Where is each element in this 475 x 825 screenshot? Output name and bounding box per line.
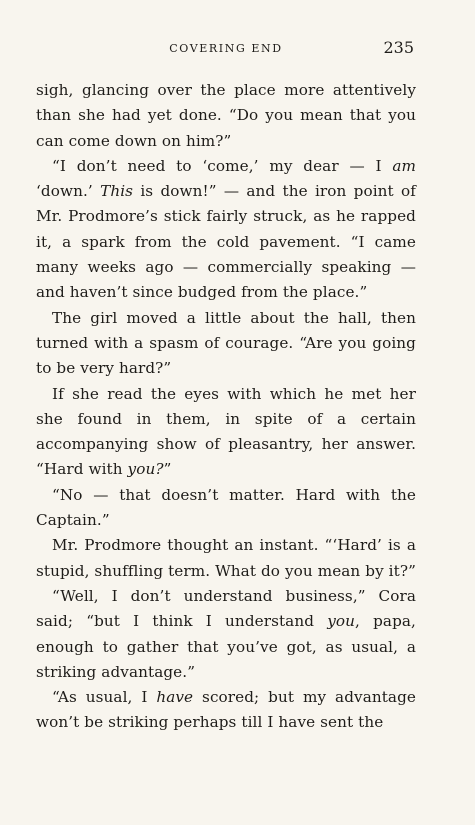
paragraph (36, 78, 416, 154)
italic-text: This (100, 182, 134, 201)
text-segment: ‘down.’ (36, 182, 101, 201)
paragraph (36, 685, 416, 736)
text-segment: Mr. Prodmore thought an instant. “‘Hard’ is a stupid, shuffling term. What do you mean by it?” (36, 536, 416, 580)
text-segment: sigh, glancing over the place more attentively than she had yet done. “Do you mean that you can come down on him?” (36, 81, 416, 150)
italic-text: have (156, 688, 194, 707)
paragraph (36, 306, 416, 382)
text-segment: “I don’t need to ‘come,’ my dear — I (52, 156, 393, 175)
italic-text: you? (127, 460, 164, 479)
paragraph (36, 533, 416, 584)
text-segment: scored; but my advantage won’t be striking perhaps till I have sent the (36, 688, 416, 732)
text-segment: If she read the eyes with which he met her she found in them, in spite of a certain accompanying show of pleasantry, her answer. “Hard with (36, 384, 416, 479)
book-page (36, 38, 416, 736)
paragraph (36, 382, 416, 483)
page-header (36, 38, 416, 62)
text-segment: “No — that doesn’t matter. Hard with the Captain.” (36, 485, 416, 530)
page-number: 235 (383, 38, 414, 57)
text-segment: “Well, I don’t understand business,” Cora said; “but I think I understand (36, 586, 416, 631)
text-segment: , papa, enough to gather that you’ve got, as usual, a striking advantage.” (36, 612, 416, 681)
italic-text: you (327, 612, 356, 631)
paragraph (36, 584, 416, 685)
body-text (36, 78, 416, 736)
text-segment: “As usual, I (52, 688, 157, 707)
text-segment: The girl moved a little about the hall, then turned with a spasm of courage. “Are you going to be very hard?” (36, 308, 416, 378)
text-segment: ” (163, 460, 172, 479)
italic-text: am (392, 156, 416, 175)
paragraph (36, 483, 416, 534)
text-segment: is down!” — and the iron point of Mr. Prodmore’s stick fairly struck, as he rapped it, a spark from the cold pavement. “I came many weeks ago — commercially speaking — and haven’t since budged from the place.” (36, 182, 416, 302)
paragraph (36, 154, 416, 306)
running-head: COVERING END (169, 42, 283, 55)
